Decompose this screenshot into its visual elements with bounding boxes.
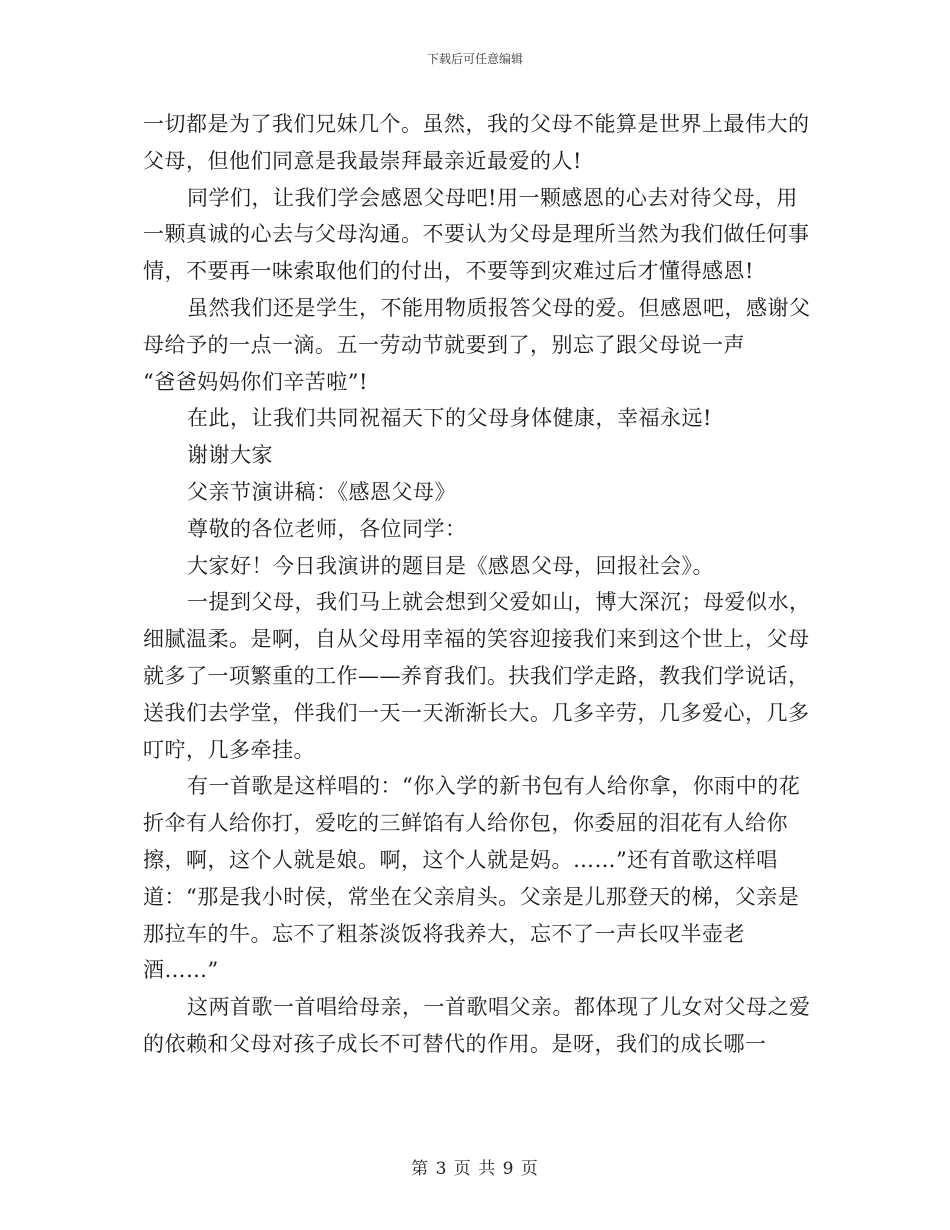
paragraph: 一切都是为了我们兄妹几个。虽然，我的父母不能算是世界上最伟大的父母，但他们同意是我最崇拜最亲近最爱的人! — [143, 112, 810, 173]
salutation: 尊敬的各位老师，各位同学： — [187, 516, 467, 541]
page-header: 下载后可任意编辑 — [426, 52, 523, 66]
document-body — [143, 106, 813, 1063]
paragraph: 虽然我们还是学生，不能用物质报答父母的爱。但感恩吧，感谢父母给予的一点一滴。五一劳动节就要到了，别忘了跟父母说一声 “爸爸妈妈你们辛苦啦”! — [143, 295, 811, 394]
paragraph: 这两首歌一首唱给母亲，一首歌唱父亲。都体现了儿女对父母之爱的依赖和父母对孩子成长不可替代的作用。是呀，我们的成长哪一 — [143, 995, 811, 1056]
paragraph: 谢谢大家 — [187, 443, 273, 468]
speech-title: 父亲节演讲稿：《感恩父母》 — [187, 479, 456, 504]
paragraph: 同学们，让我们学会感恩父母吧!用一颗感恩的心去对待父母，用一颗真诚的心去与父母沟通。不要认为父母是理所当然为我们做任何事情，不要再一味索取他们的付出，不要等到灾难过后才懂得感恩! — [143, 185, 810, 284]
paragraph: 大家好！今日我演讲的题目是《感恩父母，回报社会》。 — [187, 553, 714, 578]
page-number: 第 3 页 共 9 页 — [411, 1159, 539, 1179]
paragraph: 有一首歌是这样唱的：“你入学的新书包有人给你拿，你雨中的花折伞有人给你打，爱吃的三鲜馅有人给你包，你委屈的泪花有人给你擦，啊，这个人就是娘。啊，这个人就是妈。……”还有首歌这样唱道：“那是我小时侯，常坐在父亲肩头。父亲是儿那登天的梯，父亲是那拉车的牛。忘不了粗茶淡饭将我养大，忘不了一声长叹半壶老酒……” — [143, 774, 801, 983]
paragraph: 在此，让我们共同祝福天下的父母身体健康，幸福永远! — [187, 406, 712, 431]
paragraph: 一提到父母，我们马上就会想到父爱如山，博大深沉；母爱似水，细腻温柔。是啊，自从父母用幸福的笑容迎接我们来到这个世上，父母就多了一项繁重的工作——养育我们。扶我们学走路，教我们学说话，送我们去学堂，伴我们一天一天渐渐长大。几多辛劳，几多爱心，几多叮咛，几多牵挂。 — [143, 590, 811, 762]
